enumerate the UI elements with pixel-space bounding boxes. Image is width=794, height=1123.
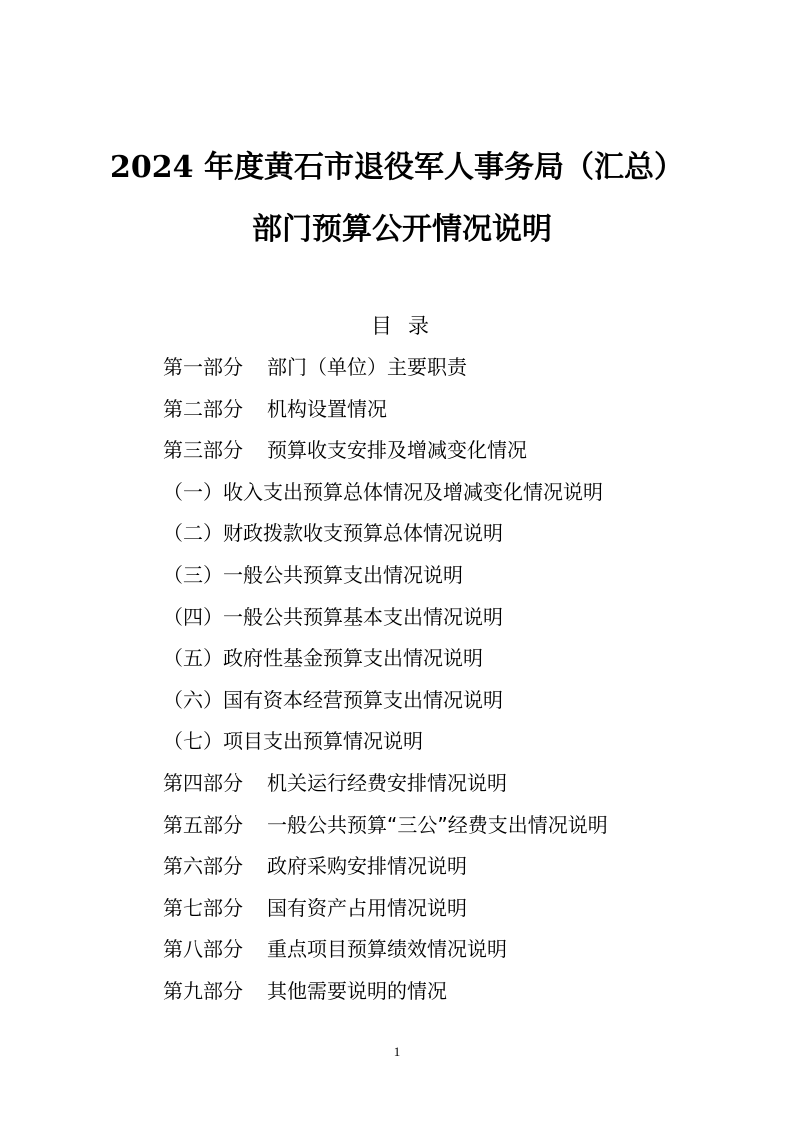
toc-item-prefix: 第六部分 xyxy=(163,854,243,879)
toc-item-prefix: 第一部分 xyxy=(163,355,243,379)
toc-item-prefix: 第七部分 xyxy=(163,895,243,920)
toc-subitem-4 xyxy=(163,602,608,644)
toc-heading: 目录 xyxy=(371,314,445,338)
toc-item-prefix: 第二部分 xyxy=(163,396,243,421)
toc-item-text: 政府采购安排情况说明 xyxy=(267,854,467,879)
toc-item-prefix: 第三部分 xyxy=(163,438,243,463)
toc-item-text: （七）项目支出预算情况说明 xyxy=(163,729,423,754)
toc-item-text: 机构设置情况 xyxy=(267,396,387,421)
toc-subitem-6 xyxy=(163,685,608,727)
toc-item-part-5 xyxy=(163,810,608,852)
toc-item-text: 预算收支安排及增减变化情况 xyxy=(267,438,527,463)
page-number: 1 xyxy=(393,1044,401,1059)
toc-item-prefix: 第四部分 xyxy=(163,770,243,795)
toc-item-part-8 xyxy=(163,934,608,976)
toc-item-text: （五）政府性基金预算支出情况说明 xyxy=(163,646,483,671)
toc-subitem-3 xyxy=(163,560,608,602)
table-of-contents xyxy=(163,352,608,1018)
toc-item-part-3 xyxy=(163,435,608,477)
document-title-line-2: 部门预算公开情况说明 xyxy=(252,212,552,247)
toc-item-text: 国有资产占用情况说明 xyxy=(267,895,467,920)
toc-item-part-7 xyxy=(163,893,608,935)
toc-item-prefix: 第九部分 xyxy=(163,978,243,1003)
toc-item-part-2 xyxy=(163,394,608,436)
toc-item-part-1 xyxy=(163,352,608,394)
toc-item-text: 重点项目预算绩效情况说明 xyxy=(267,937,507,962)
document-title-line-1: 2024 年度黄石市退役军人事务局（汇总） xyxy=(110,150,684,185)
toc-item-text: （二）财政拨款收支预算总体情况说明 xyxy=(163,521,503,546)
toc-subitem-5 xyxy=(163,643,608,685)
toc-item-text: （一）收入支出预算总体情况及增减变化情况说明 xyxy=(163,479,603,504)
toc-item-text: 一般公共预算“三公”经费支出情况说明 xyxy=(267,812,608,837)
toc-subitem-2 xyxy=(163,518,608,560)
toc-item-part-6 xyxy=(163,851,608,893)
toc-item-text: （三）一般公共预算支出情况说明 xyxy=(163,562,463,587)
toc-item-prefix: 第八部分 xyxy=(163,937,243,962)
toc-item-part-9 xyxy=(163,976,608,1018)
toc-item-text: （四）一般公共预算基本支出情况说明 xyxy=(163,604,503,629)
toc-subitem-7 xyxy=(163,726,608,768)
toc-item-part-4 xyxy=(163,768,608,810)
toc-item-text: 部门（单位）主要职责 xyxy=(267,355,467,379)
toc-item-text: （六）国有资本经营预算支出情况说明 xyxy=(163,687,503,712)
toc-subitem-1 xyxy=(163,477,608,519)
toc-item-text: 机关运行经费安排情况说明 xyxy=(267,770,507,795)
toc-item-text: 其他需要说明的情况 xyxy=(267,978,447,1003)
toc-item-prefix: 第五部分 xyxy=(163,812,243,837)
